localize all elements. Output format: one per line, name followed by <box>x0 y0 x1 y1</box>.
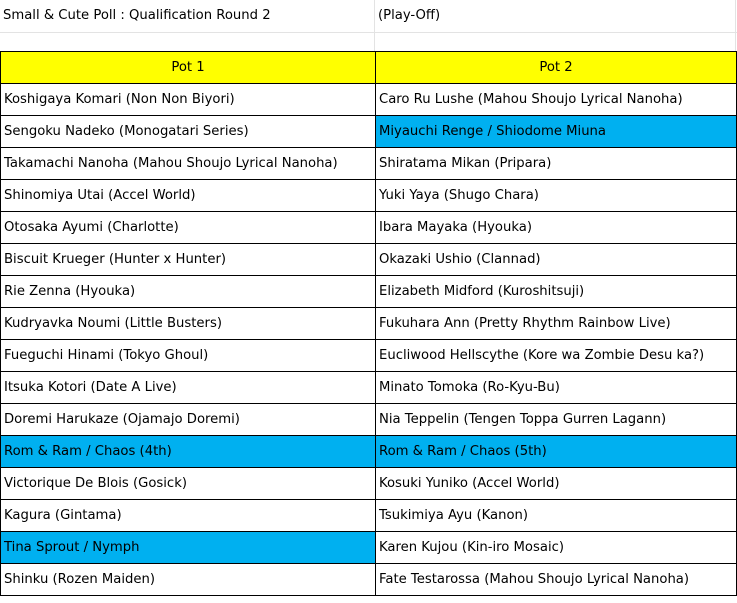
pot2-cell[interactable]: Yuki Yaya (Shugo Chara) <box>376 180 737 212</box>
pot1-cell[interactable]: Sengoku Nadeko (Monogatari Series) <box>1 116 376 148</box>
pots-table <box>0 51 737 596</box>
pot1-cell-highlighted[interactable]: Rom & Ram / Chaos (4th) <box>1 436 376 468</box>
pot1-cell[interactable]: Itsuka Kotori (Date A Live) <box>1 372 376 404</box>
table-row <box>1 180 737 212</box>
table-row <box>1 84 737 116</box>
pot2-cell[interactable]: Karen Kujou (Kin-iro Mosaic) <box>376 532 737 564</box>
pot2-cell[interactable]: Tsukimiya Ayu (Kanon) <box>376 500 737 532</box>
table-row <box>1 372 737 404</box>
pot1-cell[interactable]: Rie Zenna (Hyouka) <box>1 276 376 308</box>
table-header-row <box>1 52 737 84</box>
pot1-cell[interactable]: Shinku (Rozen Maiden) <box>1 564 376 596</box>
table-row <box>1 308 737 340</box>
table-row <box>1 468 737 500</box>
table-row <box>1 340 737 372</box>
pot2-header[interactable]: Pot 2 <box>376 52 737 84</box>
pot2-cell[interactable]: Kosuki Yuniko (Accel World) <box>376 468 737 500</box>
pot1-header[interactable]: Pot 1 <box>1 52 376 84</box>
pot2-cell[interactable]: Nia Teppelin (Tengen Toppa Gurren Lagann) <box>376 404 737 436</box>
table-row <box>1 436 737 468</box>
pot2-cell[interactable]: Minato Tomoka (Ro-Kyu-Bu) <box>376 372 737 404</box>
pot1-cell[interactable]: Takamachi Nanoha (Mahou Shoujo Lyrical Nanoha) <box>1 148 376 180</box>
title-row <box>0 0 737 33</box>
pot1-cell[interactable]: Doremi Harukaze (Ojamajo Doremi) <box>1 404 376 436</box>
round-label[interactable]: (Play-Off) <box>378 8 441 23</box>
table-row <box>1 404 737 436</box>
table-row <box>1 212 737 244</box>
pot1-cell[interactable]: Biscuit Krueger (Hunter x Hunter) <box>1 244 376 276</box>
blank-row <box>0 33 737 51</box>
pot1-cell-highlighted[interactable]: Tina Sprout / Nymph <box>1 532 376 564</box>
pot2-cell[interactable]: Fukuhara Ann (Pretty Rhythm Rainbow Live) <box>376 308 737 340</box>
pot1-cell[interactable]: Koshigaya Komari (Non Non Biyori) <box>1 84 376 116</box>
pot1-cell[interactable]: Kudryavka Noumi (Little Busters) <box>1 308 376 340</box>
pot1-cell[interactable]: Otosaka Ayumi (Charlotte) <box>1 212 376 244</box>
pot1-cell[interactable]: Victorique De Blois (Gosick) <box>1 468 376 500</box>
pot2-cell[interactable]: Shiratama Mikan (Pripara) <box>376 148 737 180</box>
pot2-cell-highlighted[interactable]: Miyauchi Renge / Shiodome Miuna <box>376 116 737 148</box>
pot2-cell[interactable]: Eucliwood Hellscythe (Kore wa Zombie Desu ka?) <box>376 340 737 372</box>
pot2-cell-highlighted[interactable]: Rom & Ram / Chaos (5th) <box>376 436 737 468</box>
table-row <box>1 276 737 308</box>
table-row <box>1 148 737 180</box>
pot2-cell[interactable]: Okazaki Ushio (Clannad) <box>376 244 737 276</box>
pot2-cell[interactable]: Fate Testarossa (Mahou Shoujo Lyrical Nanoha) <box>376 564 737 596</box>
table-row <box>1 244 737 276</box>
pot1-cell[interactable]: Kagura (Gintama) <box>1 500 376 532</box>
poll-title[interactable]: Small & Cute Poll : Qualification Round 2 <box>3 8 271 23</box>
table-row <box>1 532 737 564</box>
table-row <box>1 564 737 596</box>
pot2-cell[interactable]: Ibara Mayaka (Hyouka) <box>376 212 737 244</box>
table-row <box>1 500 737 532</box>
pot2-cell[interactable]: Caro Ru Lushe (Mahou Shoujo Lyrical Nanoha) <box>376 84 737 116</box>
pot2-cell[interactable]: Elizabeth Midford (Kuroshitsuji) <box>376 276 737 308</box>
pot1-cell[interactable]: Fueguchi Hinami (Tokyo Ghoul) <box>1 340 376 372</box>
table-row <box>1 116 737 148</box>
pot1-cell[interactable]: Shinomiya Utai (Accel World) <box>1 180 376 212</box>
